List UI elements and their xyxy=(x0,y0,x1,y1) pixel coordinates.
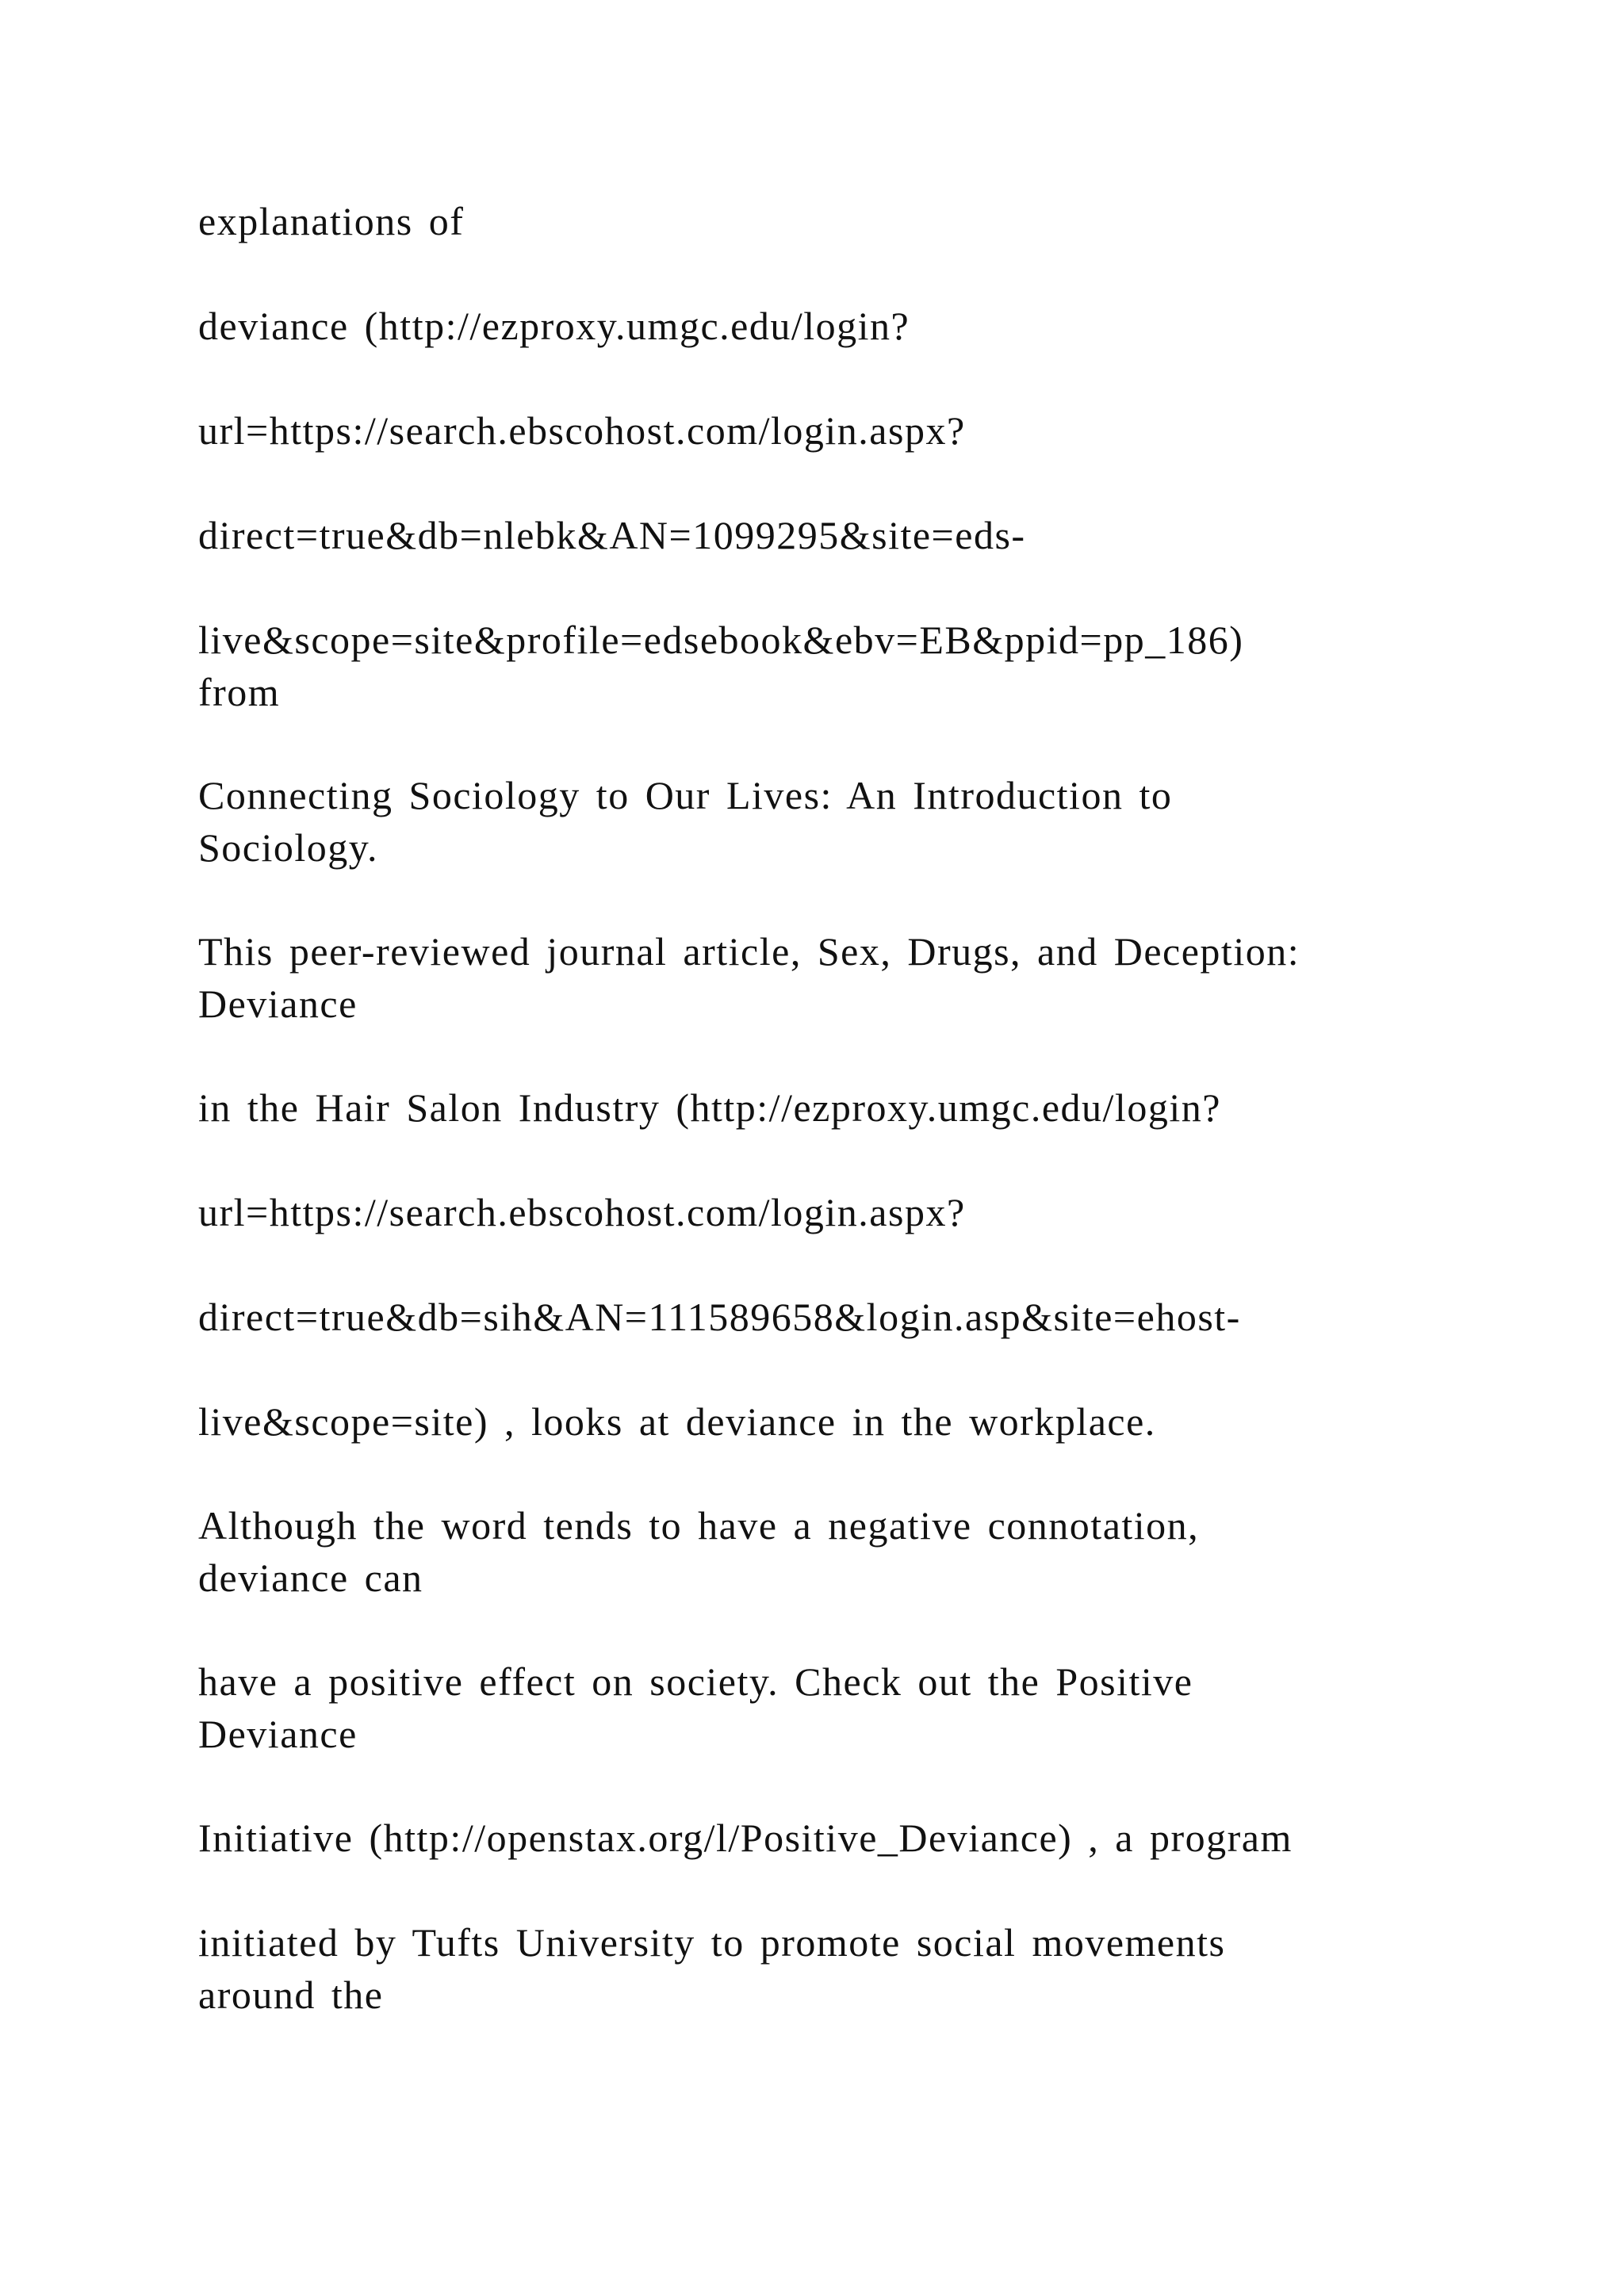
paragraph-11: live&scope=site) , looks at deviance in the workplace. xyxy=(198,1399,1156,1444)
paragraph-5: live&scope=site&profile=edsebook&ebv=EB&ppid=pp_186) from xyxy=(198,618,1244,714)
paragraph-4: direct=true&db=nlebk&AN=1099295&site=eds- xyxy=(198,513,1026,557)
paragraph-6: Connecting Sociology to Our Lives: An Introduction to Sociology. xyxy=(198,773,1173,870)
paragraph-3: url=https://search.ebscohost.com/login.aspx? xyxy=(198,408,966,453)
paragraph-12: Although the word tends to have a negative connotation, deviance can xyxy=(198,1503,1200,1600)
paragraph-2: deviance (http://ezproxy.umgc.edu/login? xyxy=(198,304,910,348)
paragraph-10: direct=true&db=sih&AN=111589658&login.asp&site=ehost- xyxy=(198,1295,1241,1339)
paragraph-9: url=https://search.ebscohost.com/login.aspx? xyxy=(198,1190,966,1234)
paragraph-13: have a positive effect on society. Check out the Positive Deviance xyxy=(198,1659,1193,1756)
paragraph-15: initiated by Tufts University to promote social movements around the xyxy=(198,1920,1226,2017)
paragraph-7: This peer-reviewed journal article, Sex, Drugs, and Deception: Deviance xyxy=(198,929,1300,1026)
paragraph-8: in the Hair Salon Industry (http://ezproxy.umgc.edu/login? xyxy=(198,1085,1221,1130)
paragraph-1: explanations of xyxy=(198,199,465,243)
paragraph-14: Initiative (http://openstax.org/l/Positive_Deviance) , a program xyxy=(198,1816,1293,1860)
